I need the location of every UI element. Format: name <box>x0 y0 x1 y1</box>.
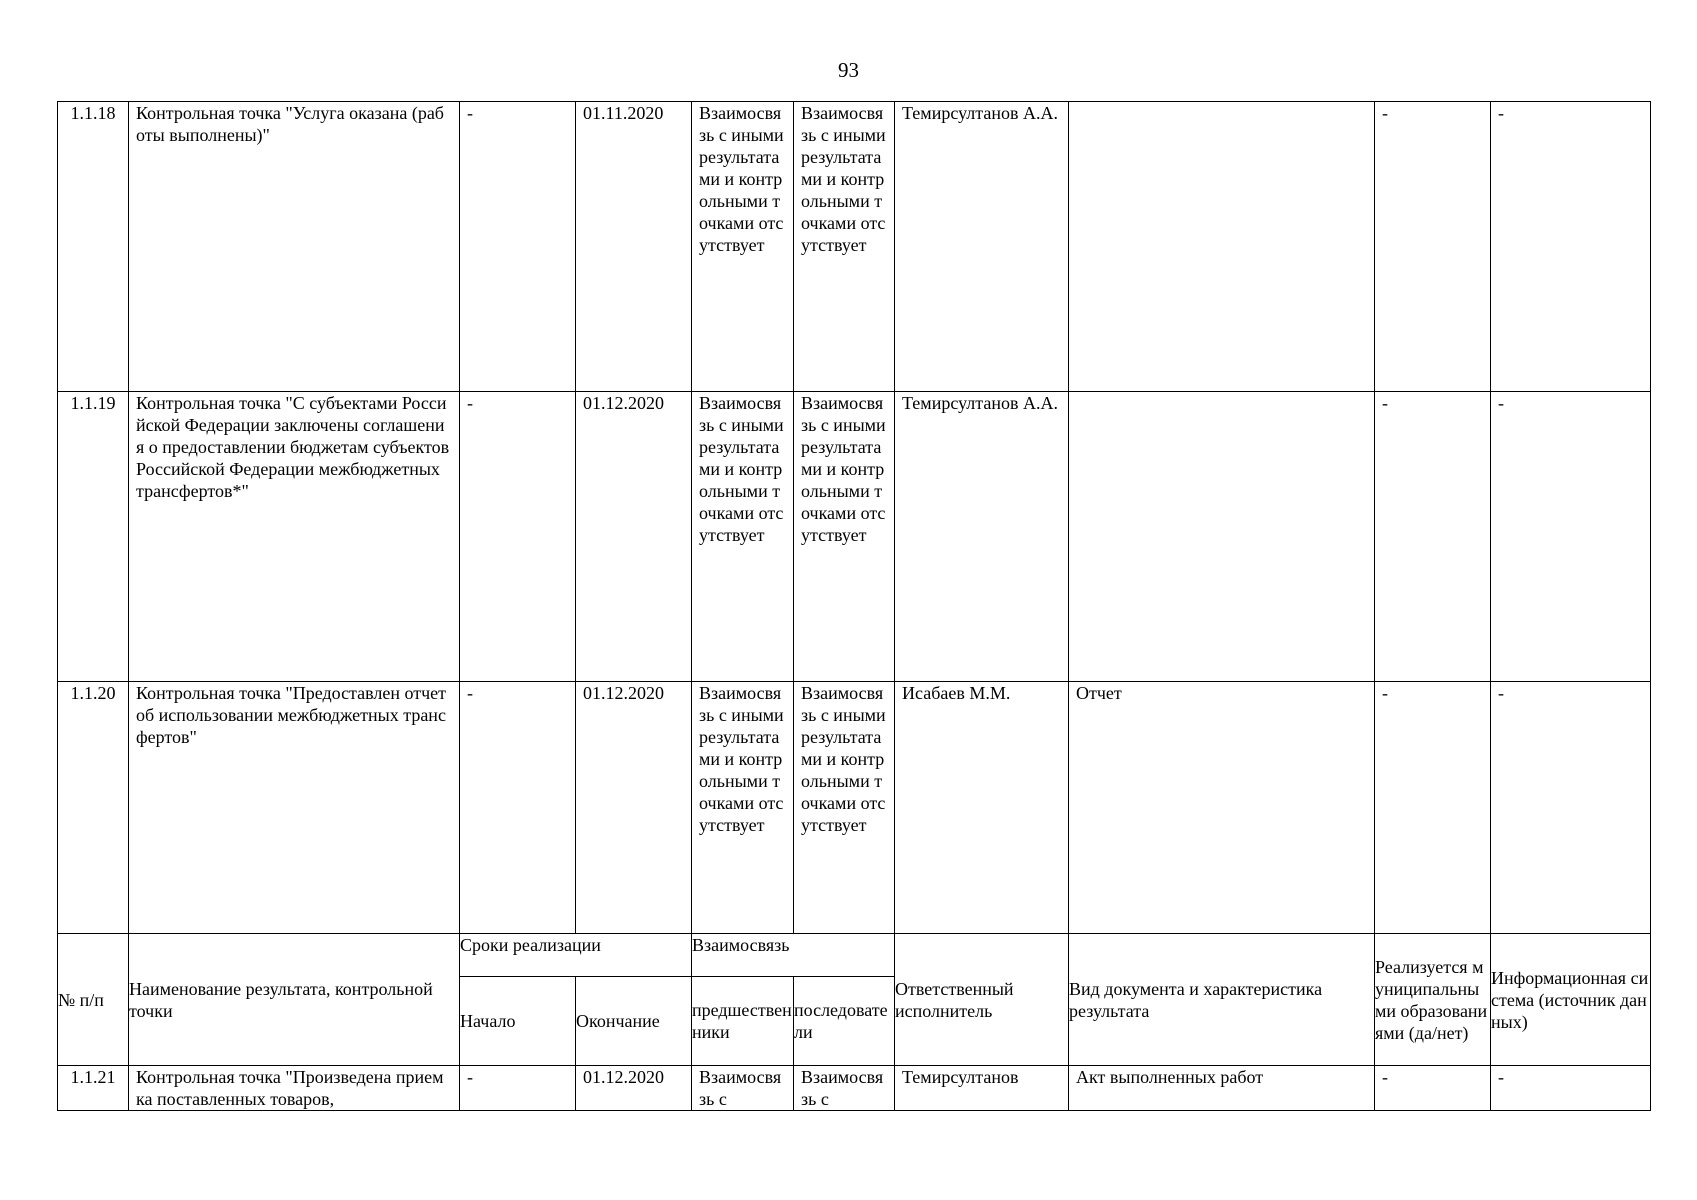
header-responsible: Ответственный исполнитель <box>895 934 1069 1066</box>
successors-cell: Взаимосвязь с иными результатами и контрольными точками отсутствует <box>794 682 895 934</box>
row-number: 1.1.18 <box>58 102 129 392</box>
info-system-cell: - <box>1491 102 1651 392</box>
municipal-cell: - <box>1375 102 1491 392</box>
start-date: - <box>460 392 576 682</box>
page-number: 93 <box>838 58 859 82</box>
predecessors-cell: Взаимосвязь с иными результатами и контрольными точками отсутствует <box>692 392 794 682</box>
successors-cell: Взаимосвязь с <box>794 1066 895 1111</box>
table-row <box>58 1066 1651 1111</box>
successors-cell: Взаимосвязь с иными результатами и контрольными точками отсутствует <box>794 392 895 682</box>
predecessors-cell: Взаимосвязь с <box>692 1066 794 1111</box>
municipal-cell: - <box>1375 682 1491 934</box>
header-relation: Взаимосвязь <box>692 934 895 977</box>
start-date: - <box>460 1066 576 1111</box>
result-name: Контрольная точка "Предоставлен отчет об использовании межбюджетных трансфертов" <box>129 682 460 934</box>
table-row <box>58 392 1651 682</box>
info-system-cell: - <box>1491 392 1651 682</box>
info-system-cell: - <box>1491 1066 1651 1111</box>
header-deadlines: Сроки реализации <box>460 934 692 977</box>
end-date: 01.12.2020 <box>576 392 692 682</box>
table-header-row <box>58 934 1651 977</box>
start-date: - <box>460 102 576 392</box>
responsible-cell: Темирсултанов <box>895 1066 1069 1111</box>
successors-cell: Взаимосвязь с иными результатами и контрольными точками отсутствует <box>794 102 895 392</box>
header-document-type: Вид документа и характеристика результата <box>1069 934 1375 1066</box>
predecessors-cell: Взаимосвязь с иными результатами и контрольными точками отсутствует <box>692 682 794 934</box>
municipal-cell: - <box>1375 392 1491 682</box>
header-successors: последователи <box>794 977 895 1066</box>
result-name: Контрольная точка "С субъектами Российской Федерации заключены соглашения о предоставлении бюджетам субъектов Российской Федерации межбюджетных трансфертов*" <box>129 392 460 682</box>
document-type-cell: Акт выполненных работ <box>1069 1066 1375 1111</box>
responsible-cell: Темирсултанов А.А. <box>895 102 1069 392</box>
table-row <box>58 102 1651 392</box>
row-number: 1.1.21 <box>58 1066 129 1111</box>
table-row <box>58 682 1651 934</box>
plan-table <box>57 101 1651 1111</box>
start-date: - <box>460 682 576 934</box>
document-type-cell: Отчет <box>1069 682 1375 934</box>
document-type-cell <box>1069 102 1375 392</box>
predecessors-cell: Взаимосвязь с иными результатами и контрольными точками отсутствует <box>692 102 794 392</box>
info-system-cell: - <box>1491 682 1651 934</box>
row-number: 1.1.19 <box>58 392 129 682</box>
responsible-cell: Исабаев М.М. <box>895 682 1069 934</box>
header-start: Начало <box>460 977 576 1066</box>
row-number: 1.1.20 <box>58 682 129 934</box>
responsible-cell: Темирсултанов А.А. <box>895 392 1069 682</box>
header-end: Окончание <box>576 977 692 1066</box>
header-municipal: Реализуется муниципальными образованиями (да/нет) <box>1375 934 1491 1066</box>
header-name: Наименование результата, контрольной точки <box>129 934 460 1066</box>
header-predecessors: предшественники <box>692 977 794 1066</box>
end-date: 01.12.2020 <box>576 1066 692 1111</box>
municipal-cell: - <box>1375 1066 1491 1111</box>
result-name: Контрольная точка "Услуга оказана (работы выполнены)" <box>129 102 460 392</box>
result-name: Контрольная точка "Произведена приемка поставленных товаров, <box>129 1066 460 1111</box>
header-info-system: Информационная система (источник данных) <box>1491 934 1651 1066</box>
document-type-cell <box>1069 392 1375 682</box>
end-date: 01.12.2020 <box>576 682 692 934</box>
header-number: № п/п <box>58 934 129 1066</box>
end-date: 01.11.2020 <box>576 102 692 392</box>
